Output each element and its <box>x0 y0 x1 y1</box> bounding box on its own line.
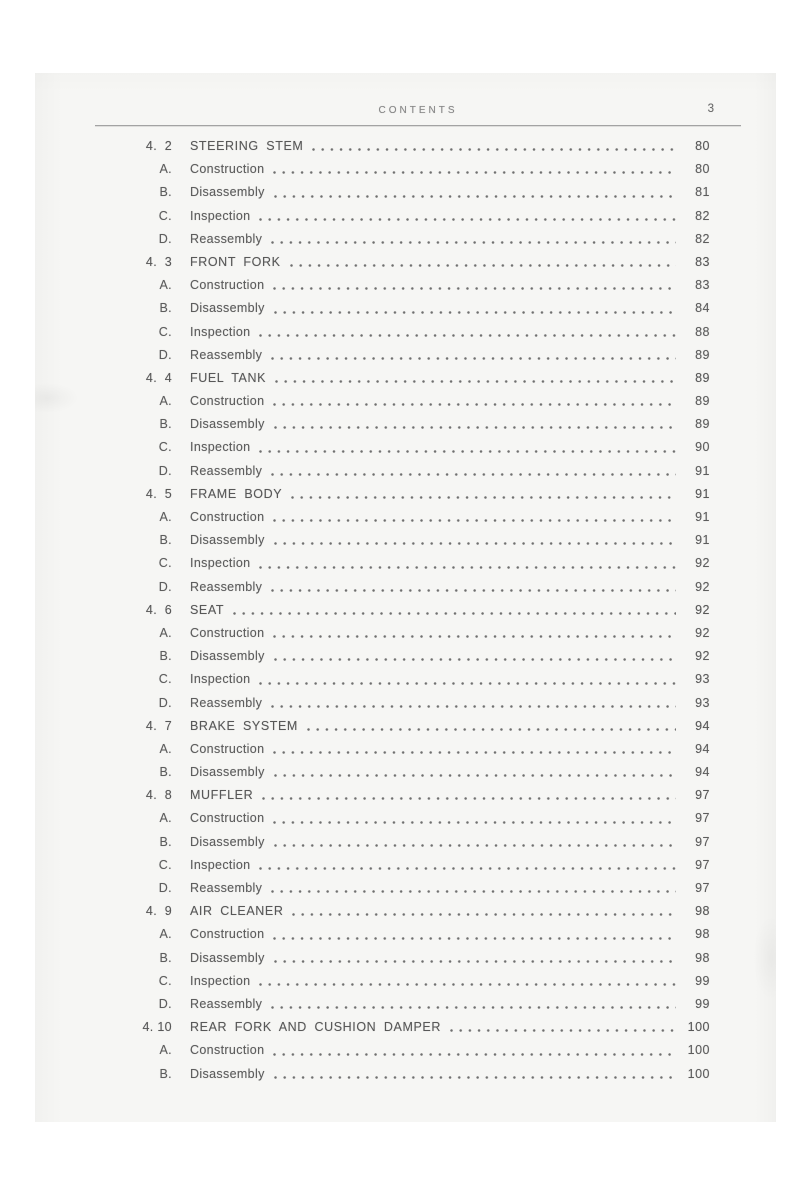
toc-entry-title: Reassembly <box>190 231 263 246</box>
toc-row <box>95 367 710 390</box>
toc-entry-title: Disassembly <box>190 185 265 200</box>
toc-entry-title: Reassembly <box>190 881 263 895</box>
toc-row <box>95 506 710 529</box>
toc-entry-page: 91 <box>695 486 710 501</box>
dot-leader <box>298 715 679 738</box>
toc-entry-number: B. <box>159 1066 172 1081</box>
dot-leader <box>264 622 679 645</box>
dot-leader <box>264 923 679 946</box>
toc-entry-title: BRAKE SYSTEM <box>190 718 298 733</box>
toc-entry-title: Construction <box>190 394 265 409</box>
dot-leader <box>250 436 679 459</box>
toc-row <box>95 205 710 228</box>
dot-leader <box>262 993 679 1016</box>
toc-entry-number: D. <box>158 347 172 362</box>
dot-leader <box>253 784 679 807</box>
toc-row <box>95 1063 710 1086</box>
toc-entry-page: 94 <box>695 741 710 756</box>
toc-entry-page: 99 <box>695 996 710 1011</box>
toc-entry-title: Disassembly <box>190 533 265 548</box>
toc-entry-page: 92 <box>695 579 710 594</box>
dot-leader <box>264 158 679 181</box>
toc-entry-title: Construction <box>190 1043 265 1058</box>
toc-entry-page: 100 <box>687 1043 710 1058</box>
dot-leader <box>262 576 679 599</box>
toc-entry-page: 94 <box>695 765 710 780</box>
toc-entry-page: 97 <box>695 811 710 826</box>
toc-entry-title: Inspection <box>190 556 251 571</box>
toc-entry-number: 4. 3 <box>145 254 172 269</box>
toc-entry-page: 88 <box>695 324 710 339</box>
toc-row <box>95 251 710 274</box>
dot-leader <box>281 251 679 274</box>
toc-row <box>95 181 710 204</box>
dot-leader <box>250 668 679 691</box>
toc-entry-page: 98 <box>695 904 710 919</box>
toc-entry-title: MUFFLER <box>190 788 254 803</box>
toc-entry-page: 82 <box>695 208 710 223</box>
toc-entry-page: 83 <box>695 278 710 293</box>
toc-entry-page: 89 <box>695 370 710 385</box>
toc-entry-number: D. <box>158 463 172 478</box>
toc-row <box>95 413 710 436</box>
toc-entry-title: Reassembly <box>190 695 263 710</box>
toc-row <box>95 576 710 599</box>
toc-entry-number: D. <box>158 579 172 594</box>
toc-entry-title: Construction <box>190 811 265 826</box>
dot-leader <box>250 970 679 993</box>
toc-entry-number: A. <box>159 394 172 409</box>
toc-entry-number: B. <box>159 185 172 200</box>
toc-row <box>95 668 710 691</box>
dot-leader <box>265 181 679 204</box>
toc-entry-page: 89 <box>695 394 710 409</box>
toc-entry-page: 98 <box>695 927 710 942</box>
toc-entry-number: A. <box>159 625 172 640</box>
toc-entry-title: Inspection <box>190 672 251 687</box>
toc-entry-page: 91 <box>695 533 710 548</box>
toc-entry-number: B. <box>159 417 172 432</box>
toc-row <box>95 1039 710 1062</box>
toc-row <box>95 321 710 344</box>
toc-row <box>95 297 710 320</box>
dot-leader <box>303 135 679 158</box>
toc-entry-number: 4. 8 <box>145 788 172 803</box>
toc-row <box>95 436 710 459</box>
dot-leader <box>250 854 679 877</box>
dot-leader <box>283 900 679 923</box>
dot-leader <box>224 599 679 622</box>
toc-entry-number: B. <box>159 301 172 316</box>
toc-entry-page: 89 <box>695 347 710 362</box>
toc-row <box>95 274 710 297</box>
toc-entry-number: A. <box>159 927 172 942</box>
toc-row <box>95 645 710 668</box>
dot-leader <box>262 692 679 715</box>
toc-entry-title: Disassembly <box>190 1066 265 1081</box>
toc-row <box>95 831 710 854</box>
toc-row <box>95 715 710 738</box>
toc-row <box>95 529 710 552</box>
toc-entry-number: 4. 4 <box>145 370 172 385</box>
dot-leader <box>262 228 679 251</box>
toc-entry-page: 80 <box>695 162 710 177</box>
toc-entry-title: AIR CLEANER <box>190 904 284 919</box>
dot-leader <box>282 483 679 506</box>
toc-row <box>95 854 710 877</box>
toc-row <box>95 993 710 1016</box>
toc-entry-title: Construction <box>190 625 265 640</box>
toc-entry-number: A. <box>159 811 172 826</box>
toc-row <box>95 784 710 807</box>
toc-entry-number: B. <box>159 533 172 548</box>
dot-leader <box>250 205 679 228</box>
toc-entry-title: FRAME BODY <box>190 486 283 501</box>
toc-entry-number: C. <box>158 672 172 687</box>
toc-row <box>95 228 710 251</box>
dot-leader <box>264 274 679 297</box>
toc-row <box>95 460 710 483</box>
toc-entry-number: A. <box>159 741 172 756</box>
toc-entry-number: 4. 6 <box>145 602 172 617</box>
paper-sheet <box>35 73 776 1122</box>
toc-entry-number: B. <box>159 950 172 965</box>
toc-entry-title: Disassembly <box>190 649 265 664</box>
dot-leader <box>265 761 679 784</box>
dot-leader <box>265 947 679 970</box>
toc-row <box>95 900 710 923</box>
toc-row <box>95 877 710 900</box>
page-header-title: CONTENTS <box>378 105 458 116</box>
toc-entry-title: Construction <box>190 162 265 177</box>
dot-leader <box>441 1016 679 1039</box>
toc-entry-page: 92 <box>695 625 710 640</box>
toc-entry-page: 82 <box>695 231 710 246</box>
toc-entry-number: D. <box>158 231 172 246</box>
toc-entry-title: Disassembly <box>190 301 265 316</box>
toc-entry-number: 4. 9 <box>145 904 172 919</box>
toc-entry-number: C. <box>158 324 172 339</box>
dot-leader <box>265 1063 679 1086</box>
toc-entry-number: 4. 7 <box>145 718 172 733</box>
toc-entry-title: REAR FORK AND CUSHION DAMPER <box>190 1020 441 1035</box>
toc-entry-title: FUEL TANK <box>190 370 267 385</box>
toc-row <box>95 135 710 158</box>
dot-leader <box>264 390 679 413</box>
dot-leader <box>265 645 679 668</box>
dot-leader <box>262 344 679 367</box>
toc-entry-number: C. <box>158 973 172 988</box>
toc-entry-number: 4. 5 <box>145 486 172 501</box>
toc-entry-title: Reassembly <box>190 463 263 478</box>
toc-entry-title: Construction <box>190 278 265 293</box>
toc-row <box>95 483 710 506</box>
toc-list <box>95 135 710 1086</box>
toc-entry-number: A. <box>159 510 172 524</box>
toc-entry-number: D. <box>158 695 172 710</box>
toc-entry-title: Inspection <box>190 208 251 223</box>
toc-entry-number: B. <box>159 765 172 780</box>
toc-entry-page: 84 <box>695 301 710 316</box>
toc-entry-page: 90 <box>695 440 710 455</box>
toc-entry-page: 89 <box>695 417 710 432</box>
toc-entry-title: Construction <box>190 510 265 524</box>
dot-leader <box>264 506 679 529</box>
toc-entry-number: C. <box>158 440 172 455</box>
toc-entry-title: Inspection <box>190 324 251 339</box>
toc-entry-title: Disassembly <box>190 765 265 780</box>
toc-row <box>95 947 710 970</box>
toc-row <box>95 622 710 645</box>
dot-leader <box>265 413 679 436</box>
toc-entry-page: 91 <box>695 463 710 478</box>
page-number: 3 <box>707 103 714 115</box>
toc-entry-number: C. <box>158 208 172 223</box>
toc-row <box>95 599 710 622</box>
toc-entry-number: B. <box>159 834 172 849</box>
dot-leader <box>265 529 679 552</box>
toc-entry-title: Reassembly <box>190 996 263 1011</box>
toc-entry-page: 99 <box>695 973 710 988</box>
toc-row <box>95 692 710 715</box>
toc-entry-title: FRONT FORK <box>190 254 281 269</box>
header-rule <box>95 125 741 126</box>
toc-entry-title: SEAT <box>190 602 225 617</box>
toc-entry-number: A. <box>159 278 172 293</box>
toc-entry-page: 97 <box>695 834 710 849</box>
toc-entry-title: Inspection <box>190 440 251 455</box>
toc-entry-page: 92 <box>695 649 710 664</box>
dot-leader <box>250 321 679 344</box>
dot-leader <box>264 807 679 830</box>
dot-leader <box>262 877 679 900</box>
toc-row <box>95 1016 710 1039</box>
toc-entry-page: 97 <box>695 857 710 872</box>
toc-entry-title: Inspection <box>190 973 251 988</box>
toc-entry-number: A. <box>159 1043 172 1058</box>
toc-entry-title: Inspection <box>190 857 251 872</box>
toc-entry-page: 100 <box>687 1066 710 1081</box>
toc-entry-title: Disassembly <box>190 417 265 432</box>
toc-entry-page: 93 <box>695 695 710 710</box>
toc-entry-page: 83 <box>695 254 710 269</box>
toc-entry-number: 4. 10 <box>142 1020 172 1035</box>
toc-entry-page: 91 <box>695 510 710 524</box>
toc-entry-page: 98 <box>695 950 710 965</box>
toc-entry-page: 92 <box>695 556 710 571</box>
toc-entry-number: C. <box>158 857 172 872</box>
toc-entry-page: 100 <box>687 1020 710 1035</box>
toc-entry-number: 4. 2 <box>145 139 172 153</box>
dot-leader <box>265 831 679 854</box>
toc-row <box>95 761 710 784</box>
toc-entry-page: 80 <box>695 139 710 153</box>
toc-entry-number: A. <box>159 162 172 177</box>
toc-row <box>95 923 710 946</box>
toc-entry-title: Reassembly <box>190 579 263 594</box>
toc-row <box>95 552 710 575</box>
toc-row <box>95 738 710 761</box>
dot-leader <box>264 738 679 761</box>
toc-entry-title: Construction <box>190 741 265 756</box>
toc-entry-number: B. <box>159 649 172 664</box>
toc-entry-page: 93 <box>695 672 710 687</box>
toc-entry-title: Disassembly <box>190 950 265 965</box>
toc-entry-page: 97 <box>695 788 710 803</box>
toc-row <box>95 344 710 367</box>
toc-entry-number: D. <box>158 996 172 1011</box>
toc-entry-page: 97 <box>695 881 710 895</box>
toc-entry-page: 81 <box>695 185 710 200</box>
dot-leader <box>262 460 679 483</box>
dot-leader <box>264 1039 679 1062</box>
toc-row <box>95 807 710 830</box>
dot-leader <box>266 367 679 390</box>
toc-entry-page: 92 <box>695 602 710 617</box>
dot-leader <box>250 552 679 575</box>
toc-entry-title: STEERING STEM <box>190 139 304 153</box>
toc-row <box>95 390 710 413</box>
toc-entry-title: Construction <box>190 927 265 942</box>
toc-row <box>95 158 710 181</box>
toc-row <box>95 970 710 993</box>
dot-leader <box>265 297 679 320</box>
toc-entry-title: Disassembly <box>190 834 265 849</box>
toc-entry-number: C. <box>158 556 172 571</box>
toc-entry-title: Reassembly <box>190 347 263 362</box>
toc-entry-page: 94 <box>695 718 710 733</box>
toc-entry-number: D. <box>158 881 172 895</box>
